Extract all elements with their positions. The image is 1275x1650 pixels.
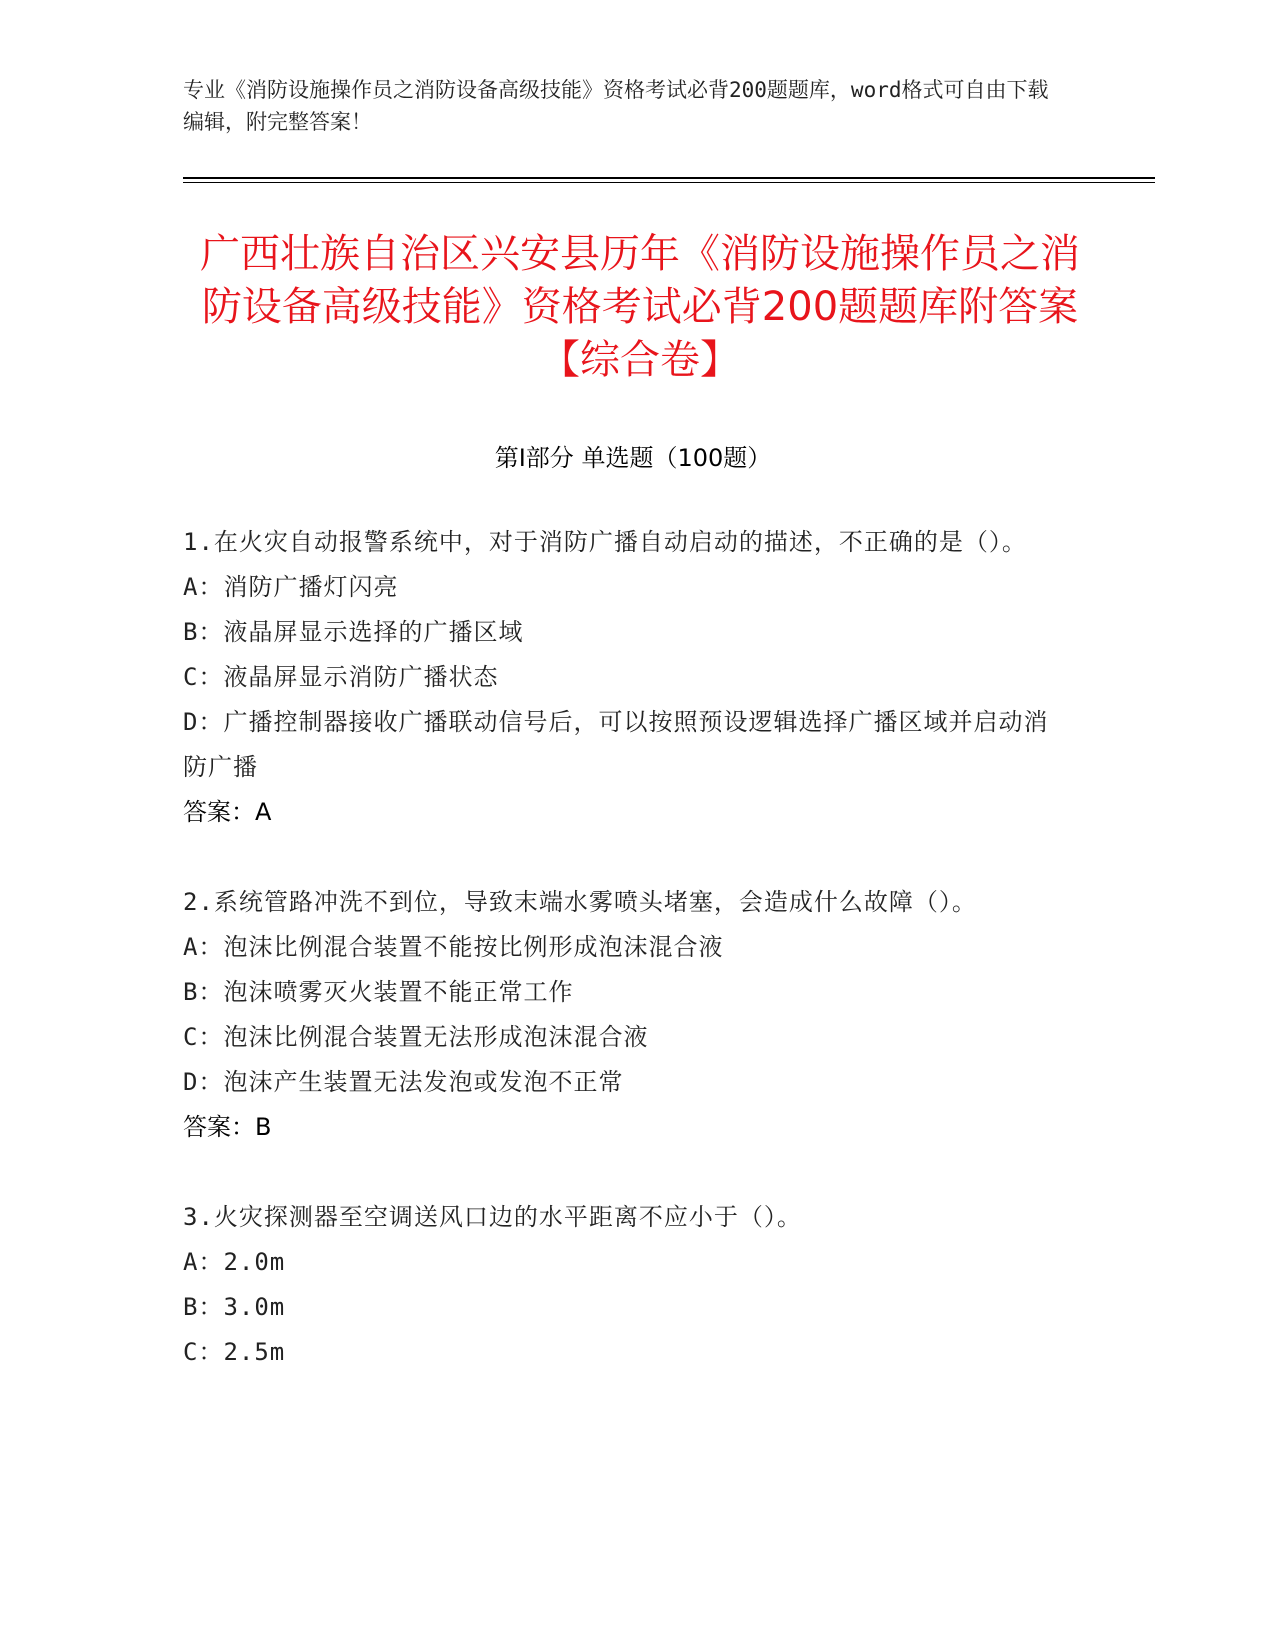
option-d: D：泡沫产生装置无法发泡或发泡不正常: [183, 1068, 624, 1096]
answer: 答案：A: [183, 798, 272, 826]
section-heading: 第Ⅰ部分 单选题（100题）: [494, 444, 772, 472]
option-c: C：泡沫比例混合装置无法形成泡沫混合液: [183, 1023, 649, 1051]
question-text: 3.火灾探测器至空调送风口边的水平距离不应小于（）。: [183, 1203, 802, 1231]
option-a: A：2.0m: [183, 1248, 286, 1276]
option-d: D：广播控制器接收广播联动信号后，可以按照预设逻辑选择广播区域并启动消防广播: [183, 708, 1049, 781]
option-b: B：泡沫喷雾灭火装置不能正常工作: [183, 978, 574, 1006]
question-1: [183, 520, 1063, 835]
question-text: 2.系统管路冲洗不到位，导致末端水雾喷头堵塞，会造成什么故障（）。: [183, 888, 977, 916]
option-a: A：泡沫比例混合装置不能按比例形成泡沫混合液: [183, 933, 724, 961]
question-2: [183, 880, 1063, 1150]
option-a: A：消防广播灯闪亮: [183, 573, 399, 601]
answer: 答案：B: [183, 1113, 272, 1141]
header-divider-thick: [183, 177, 1155, 179]
question-text: 1.在火灾自动报警系统中，对于消防广播自动启动的描述，不正确的是（）。: [183, 528, 1027, 556]
option-c: C：2.5m: [183, 1338, 286, 1366]
document-title: 广西壮族自治区兴安县历年《消防设施操作员之消防设备高级技能》资格考试必背200题题库附答案【综合卷】: [200, 231, 1080, 383]
option-b: B：3.0m: [183, 1293, 286, 1321]
header-note: 专业《消防设施操作员之消防设备高级技能》资格考试必背200题题库，word格式可自由下载编辑，附完整答案！: [183, 78, 1049, 134]
option-b: B：液晶屏显示选择的广播区域: [183, 618, 524, 646]
option-c: C：液晶屏显示消防广播状态: [183, 663, 499, 691]
question-3: [183, 1195, 1063, 1375]
question-list: [183, 520, 1063, 1420]
header-divider-thin: [183, 182, 1155, 183]
